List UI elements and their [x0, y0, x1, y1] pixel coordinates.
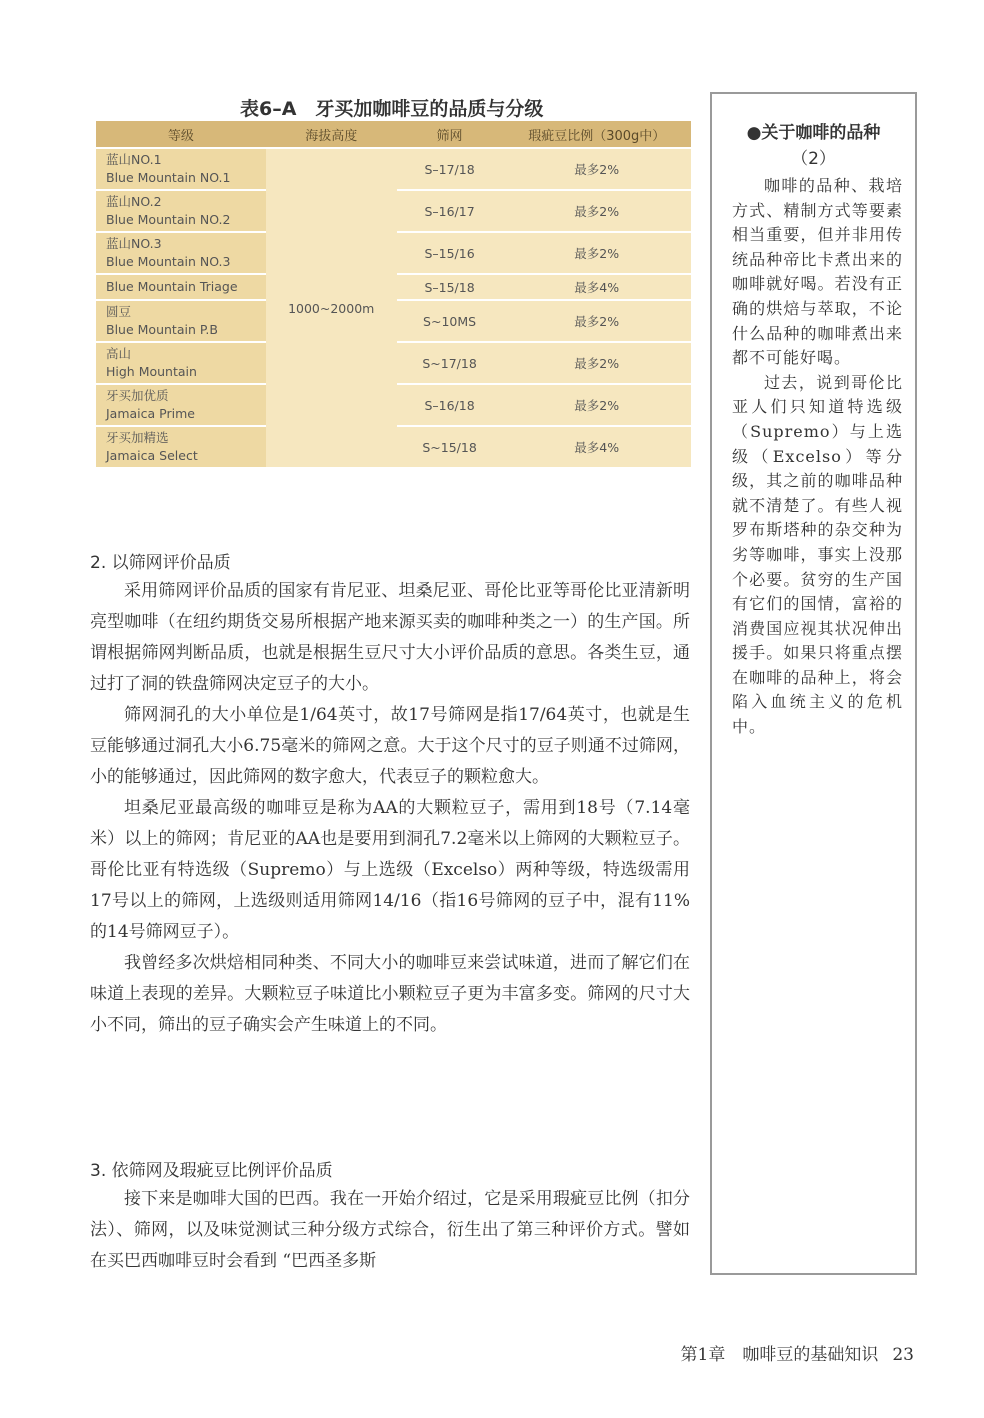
paragraph: 筛网洞孔的大小单位是1/64英寸，故17号筛网是指17/64英寸，也就是生豆能够通过洞孔大小6.75毫米的筛网之意。大于这个尺寸的豆子则通不过筛网，小的能够通过，因此筛网的数字愈大，代表豆子的颗粒愈大。: [90, 705, 690, 787]
sidebar-body: [732, 174, 903, 740]
grade-en: Jamaica Prime: [106, 406, 195, 421]
grade-cn: 牙买加精选: [106, 430, 169, 445]
grade-table: [96, 121, 691, 469]
defect-cell: 最多4%: [502, 426, 691, 468]
section3-heading: 3. 依筛网及瑕疵豆比例评价品质: [90, 1161, 333, 1181]
screen-cell: S–15/16: [397, 232, 503, 274]
defect-cell: 最多2%: [502, 300, 691, 342]
section3-body: [90, 1184, 690, 1277]
grade-cell: [96, 384, 266, 426]
grade-en: Blue Mountain NO.1: [106, 170, 231, 185]
grade-cn: 蓝山NO.2: [106, 194, 162, 209]
grade-en: High Mountain: [106, 364, 197, 379]
defect-cell: 最多2%: [502, 384, 691, 426]
paragraph: 坦桑尼亚最高级的咖啡豆是称为AA的大颗粒豆子，需用到18号（7.14毫米）以上的筛网；肯尼亚的AA也是要用到洞孔7.2毫米以上筛网的大颗粒豆子。哥伦比亚有特选级（Supremo）与上选级（Excelso）两种等级，特选级需用17号以上的筛网，上选级则适用筛网14/16（指16号筛网的豆子中，混有11%的14号筛网豆子）。: [90, 798, 690, 942]
defect-cell: 最多2%: [502, 148, 691, 190]
section2-body: [90, 576, 690, 1041]
grade-cell: [96, 148, 266, 190]
screen-cell: S–16/17: [397, 190, 503, 232]
grade-cn: 蓝山NO.1: [106, 152, 162, 167]
screen-cell: S~15/18: [397, 426, 503, 468]
chapter-label: 第1章 咖啡豆的基础知识: [680, 1345, 879, 1365]
grade-en: Jamaica Select: [106, 448, 198, 463]
table-row: [96, 148, 691, 190]
defect-cell: 最多2%: [502, 190, 691, 232]
grade-cell: [96, 232, 266, 274]
paragraph: 我曾经多次烘焙相同种类、不同大小的咖啡豆来尝试味道，进而了解它们在味道上表现的差异。大颗粒豆子味道比小颗粒豆子更为丰富多变。筛网的尺寸大小不同，筛出的豆子确实会产生味道上的不同。: [90, 953, 690, 1035]
screen-cell: S–15/18: [397, 274, 503, 300]
table-header-row: [96, 121, 691, 148]
grade-en: Blue Mountain P.B: [106, 322, 218, 337]
grade-en: Blue Mountain NO.3: [106, 254, 231, 269]
grade-cn: 牙买加优质: [106, 388, 169, 403]
section2-heading: 2. 以筛网评价品质: [90, 553, 231, 573]
sidebar-box: [710, 92, 917, 1275]
grade-cell: [96, 342, 266, 384]
sidebar-paragraph: 咖啡的品种、栽培方式、精制方式等要素相当重要，但并非用传统品种帝比卡煮出来的咖啡就好喝。若没有正确的烘焙与萃取，不论什么品种的咖啡煮出来都不可能好喝。: [732, 176, 903, 368]
grade-cell: [96, 190, 266, 232]
grade-en: Blue Mountain Triage: [106, 279, 238, 294]
grade-cn: 蓝山NO.3: [106, 236, 162, 251]
page-footer: [667, 1340, 914, 1365]
grade-cn: 圆豆: [106, 304, 132, 319]
screen-cell: S~17/18: [397, 342, 503, 384]
paragraph: 接下来是咖啡大国的巴西。我在一开始介绍过，它是采用瑕疵豆比例（扣分法）、筛网，以及味觉测试三种分级方式综合，衍生出了第三种评价方式。譬如在买巴西咖啡豆时会看到 “巴西圣多斯: [90, 1189, 690, 1271]
sidebar-title: ●关于咖啡的品种: [746, 123, 881, 143]
header-altitude: 海拔高度: [266, 121, 397, 148]
sidebar-paragraph: 过去，说到哥伦比亚人们只知道特选级（Supremo）与上选级（Excelso）等分级，其之前的咖啡品种就不清楚了。有些人视罗布斯塔种的杂交种为劣等咖啡，事实上没那个必要。贫穷的生产国有它们的国情，富裕的消费国应视其状况伸出援手。如果只将重点摆在咖啡的品种上，将会陷入血统主义的危机中。: [732, 372, 903, 737]
table-title: 表6–A 牙买加咖啡豆的品质与分级: [240, 98, 544, 120]
defect-cell: 最多2%: [502, 232, 691, 274]
screen-cell: S~10MS: [397, 300, 503, 342]
defect-cell: 最多4%: [502, 274, 691, 300]
grade-en: Blue Mountain NO.2: [106, 212, 231, 227]
defect-cell: 最多2%: [502, 342, 691, 384]
grade-cell: [96, 426, 266, 468]
grade-cn: 高山: [106, 346, 132, 361]
screen-cell: S–16/18: [397, 384, 503, 426]
header-grade: 等级: [96, 121, 266, 148]
header-defect: 瑕疵豆比例（300g中）: [502, 121, 691, 148]
altitude-cell: 1000~2000m: [266, 148, 397, 468]
page-number: 23: [892, 1345, 914, 1365]
grade-cell: [96, 274, 266, 300]
grade-cell: [96, 300, 266, 342]
screen-cell: S–17/18: [397, 148, 503, 190]
paragraph: 采用筛网评价品质的国家有肯尼亚、坦桑尼亚、哥伦比亚等哥伦比亚清新明亮型咖啡（在纽约期货交易所根据产地来源买卖的咖啡种类之一）的生产国。所谓根据筛网判断品质，也就是根据生豆尺寸大小评价品质的意思。各类生豆，通过打了洞的铁盘筛网决定豆子的大小。: [90, 581, 690, 694]
header-screen: 筛网: [397, 121, 503, 148]
sidebar-subtitle: （2）: [791, 149, 836, 169]
